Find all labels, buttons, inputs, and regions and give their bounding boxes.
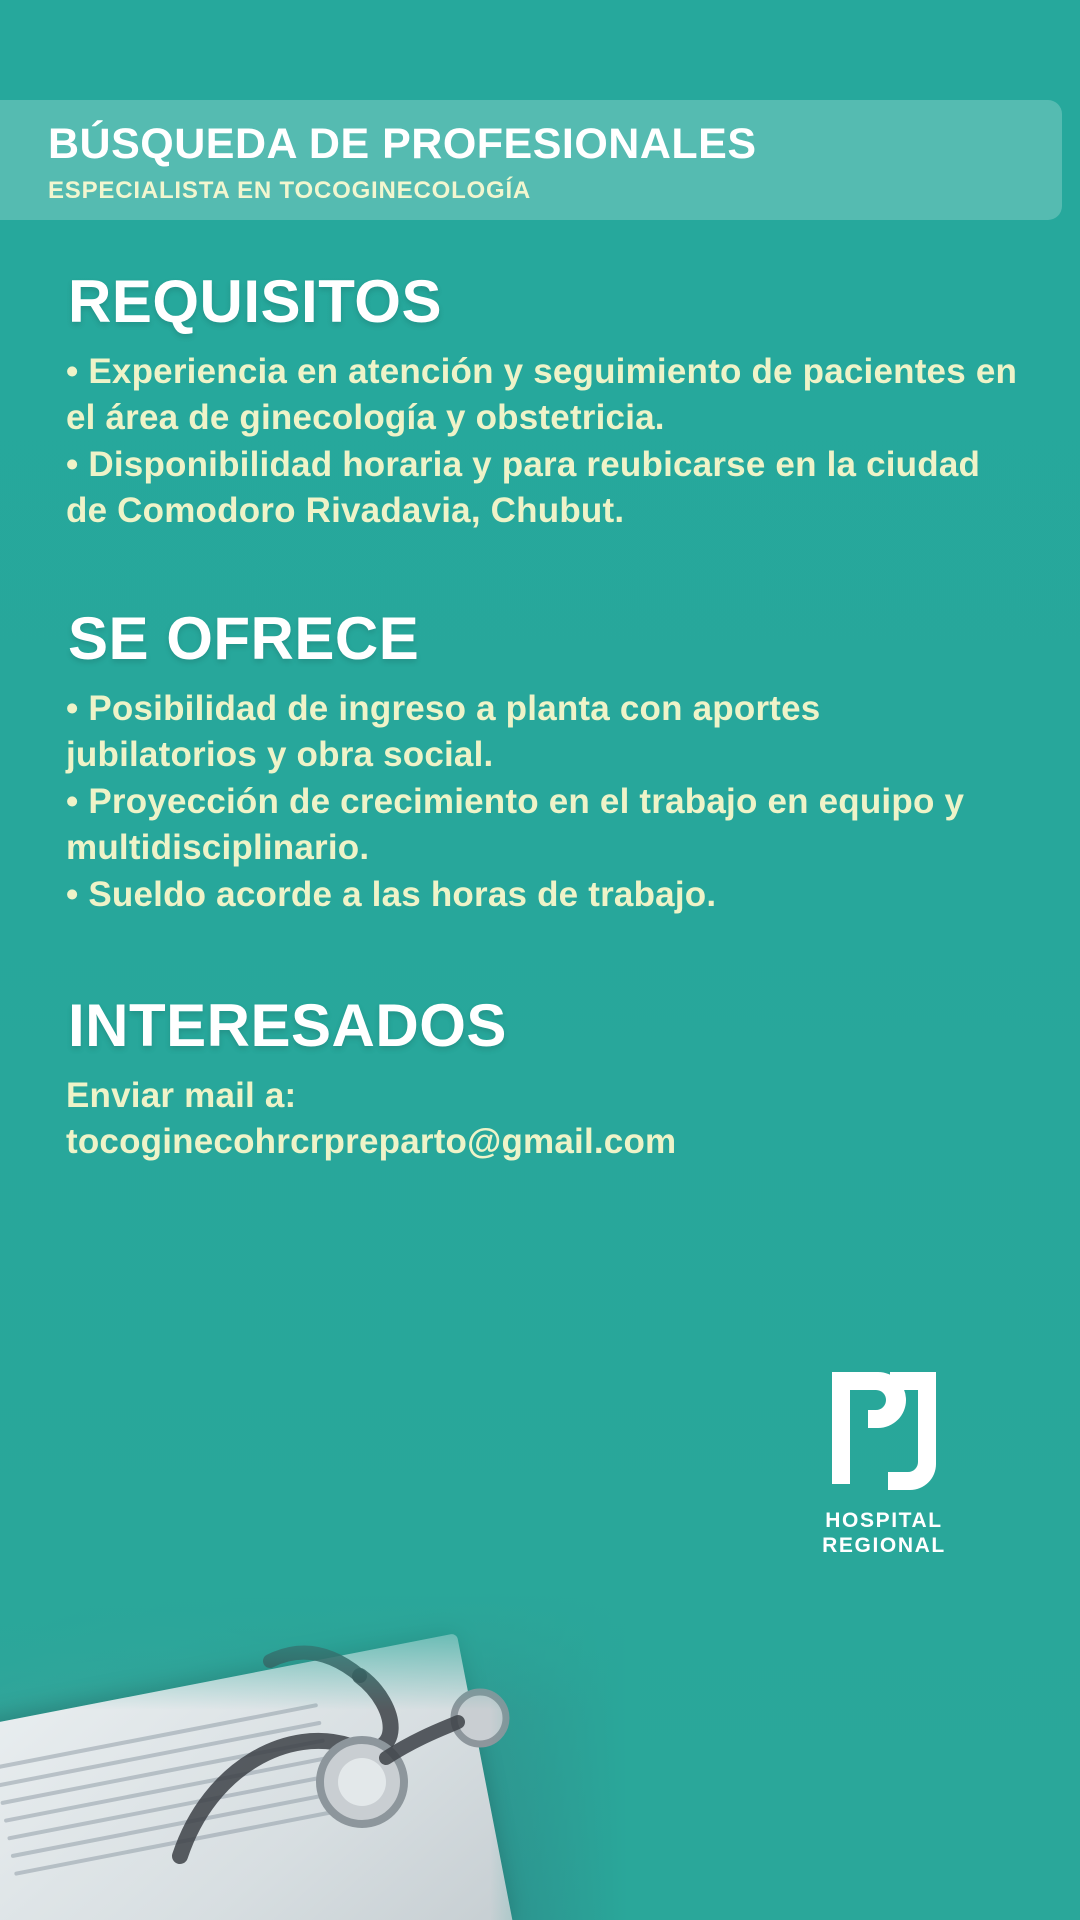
contact-label: Enviar mail a: <box>66 1075 297 1115</box>
se-ofrece-list <box>66 686 1018 918</box>
contact-email[interactable]: tocoginecohrcrpreparto@gmail.com <box>66 1121 677 1161</box>
hospital-logo <box>784 1362 984 1558</box>
photo-fade-top <box>0 1590 640 1710</box>
section-title-interesados: INTERESADOS <box>68 991 507 1059</box>
list-item: • Experiencia en atención y seguimiento de pacientes en el área de ginecología y obstetricia. <box>66 352 1018 437</box>
clipboard-stethoscope-photo <box>0 1590 640 1920</box>
section-title-se-ofrece: SE OFRECE <box>68 605 420 672</box>
section-interesados <box>66 991 1018 1165</box>
logo-line-2: REGIONAL <box>822 1533 946 1557</box>
requisitos-list <box>66 349 1018 533</box>
list-item: • Sueldo acorde a las horas de trabajo. <box>66 875 717 914</box>
section-requisitos <box>66 270 1018 533</box>
header-band <box>0 100 1062 220</box>
list-item: • Proyección de crecimiento en el trabajo en equipo y multidisciplinario. <box>66 782 965 867</box>
poster-content <box>0 270 1080 1219</box>
list-item: • Disponibilidad horaria y para reubicarse en la ciudad de Comodoro Rivadavia, Chubut. <box>66 445 981 530</box>
page-title: BÚSQUEDA DE PROFESIONALES <box>48 120 757 168</box>
hospital-logo-text <box>784 1508 984 1558</box>
section-title-requisitos: REQUISITOS <box>68 268 442 335</box>
page-subtitle: ESPECIALISTA EN TOCOGINECOLOGÍA <box>48 177 532 205</box>
hospital-logo-icon <box>818 1362 950 1494</box>
section-se-ofrece <box>66 607 1018 918</box>
logo-line-1: HOSPITAL <box>825 1508 943 1532</box>
list-item: • Posibilidad de ingreso a planta con aportes jubilatorios y obra social. <box>66 689 821 774</box>
